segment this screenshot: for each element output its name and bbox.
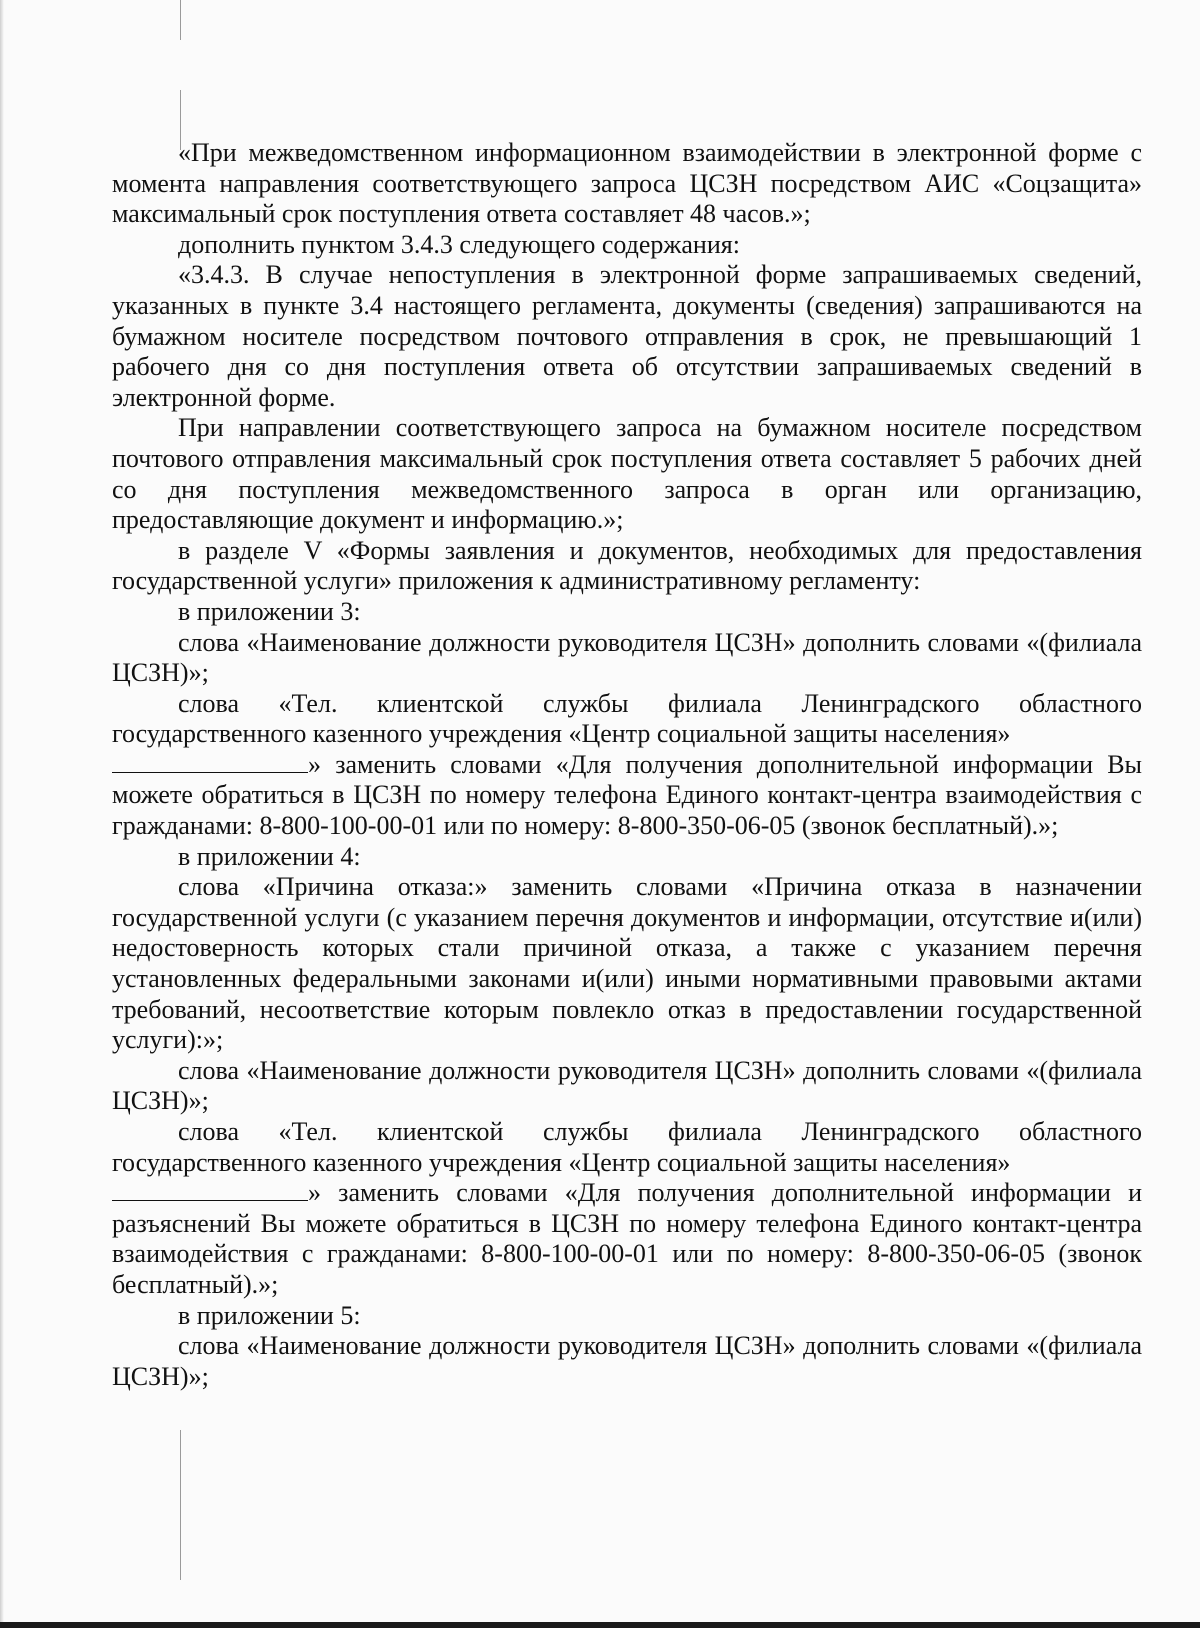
paragraph-text: » заменить словами «Для получения дополнительной информации Вы можете обратиться в ЦСЗН по номеру телефона Единого контакт-центра взаимодействия с гражданами: 8-800-100-00-01 или по номеру: 8-800-350-06-05 (звонок бесплатный).»; <box>112 749 1142 841</box>
paragraph-with-blank <box>112 1178 1142 1300</box>
paragraph: в разделе V «Формы заявления и документов, необходимых для предоставления государственной услуги» приложения к административному регламенту: <box>112 535 1142 596</box>
paragraph: При направлении соответствующего запроса на бумажном носителе посредством почтового отправления максимальный срок поступления ответа составляет 5 рабочих дней со дня поступления межведомственного запроса в орган или организацию, предоставляющие документ и информацию.»; <box>112 413 1142 535</box>
paragraph: слова «Наименование должности руководителя ЦСЗН» дополнить словами «(филиала ЦСЗН)»; <box>112 1055 1142 1116</box>
scan-left-edge <box>0 0 4 1628</box>
paragraph: в приложении 3: <box>178 596 361 626</box>
scan-artifact-line <box>180 0 181 40</box>
paragraph: дополнить пунктом 3.4.3 следующего содержания: <box>178 229 740 259</box>
blank-fill-line <box>112 1178 308 1201</box>
scan-bottom-edge <box>0 1622 1200 1628</box>
paragraph: слова «Тел. клиентской службы филиала Ленинградского областного государственного казенного учреждения «Центр социальной защиты населения» <box>112 1117 1142 1177</box>
paragraph: слова «Наименование должности руководителя ЦСЗН» дополнить словами «(филиала ЦСЗН)»; <box>112 1331 1142 1391</box>
scan-artifact-line <box>180 1430 181 1580</box>
paragraph: «При межведомственном информационном взаимодействии в электронной форме с момента направления соответствующего запроса ЦСЗН посредством АИС «Соцзащита» максимальный срок поступления ответа составляет 48 часов.»; <box>112 138 1142 229</box>
paragraph: «3.4.3. В случае непоступления в электронной форме запрашиваемых сведений, указанных в пункте 3.4 настоящего регламента, документы (сведения) запрашиваются на бумажном носителе посредством почтового отправления в срок, не превышающий 1 рабочего дня со дня поступления ответа об отсутствии запрашиваемых сведений в электронной форме. <box>112 260 1142 412</box>
paragraph: в приложении 5: <box>178 1300 361 1330</box>
paragraph: в приложении 4: <box>178 841 361 871</box>
blank-fill-line <box>112 750 308 773</box>
paragraph-with-blank <box>112 750 1142 842</box>
paragraph-text: » заменить словами «Для получения дополнительной информации и разъяснений Вы можете обратиться в ЦСЗН по номеру телефона Единого контакт-центра взаимодействия с гражданами: 8-800-100-00-01 или по номеру: 8-800-350-06-05 (звонок бесплатный).»; <box>112 1178 1142 1299</box>
paragraph: слова «Наименование должности руководителя ЦСЗН» дополнить словами «(филиала ЦСЗН)»; <box>112 627 1142 688</box>
paragraph: слова «Тел. клиентской службы филиала Ленинградского областного государственного казенного учреждения «Центр социальной защиты населения» <box>112 688 1142 749</box>
paragraph: слова «Причина отказа:» заменить словами «Причина отказа в назначении государственной услуги (с указанием перечня документов и информации, отсутствие и(или) недостоверность которых стали причиной отказа, а также с указанием перечня установленных федеральными законами и(или) иными нормативными правовыми актами требований, несоответствие которым повлекло отказ в предоставлении государственной услуги):»; <box>112 872 1142 1055</box>
document-body <box>112 138 1142 1392</box>
